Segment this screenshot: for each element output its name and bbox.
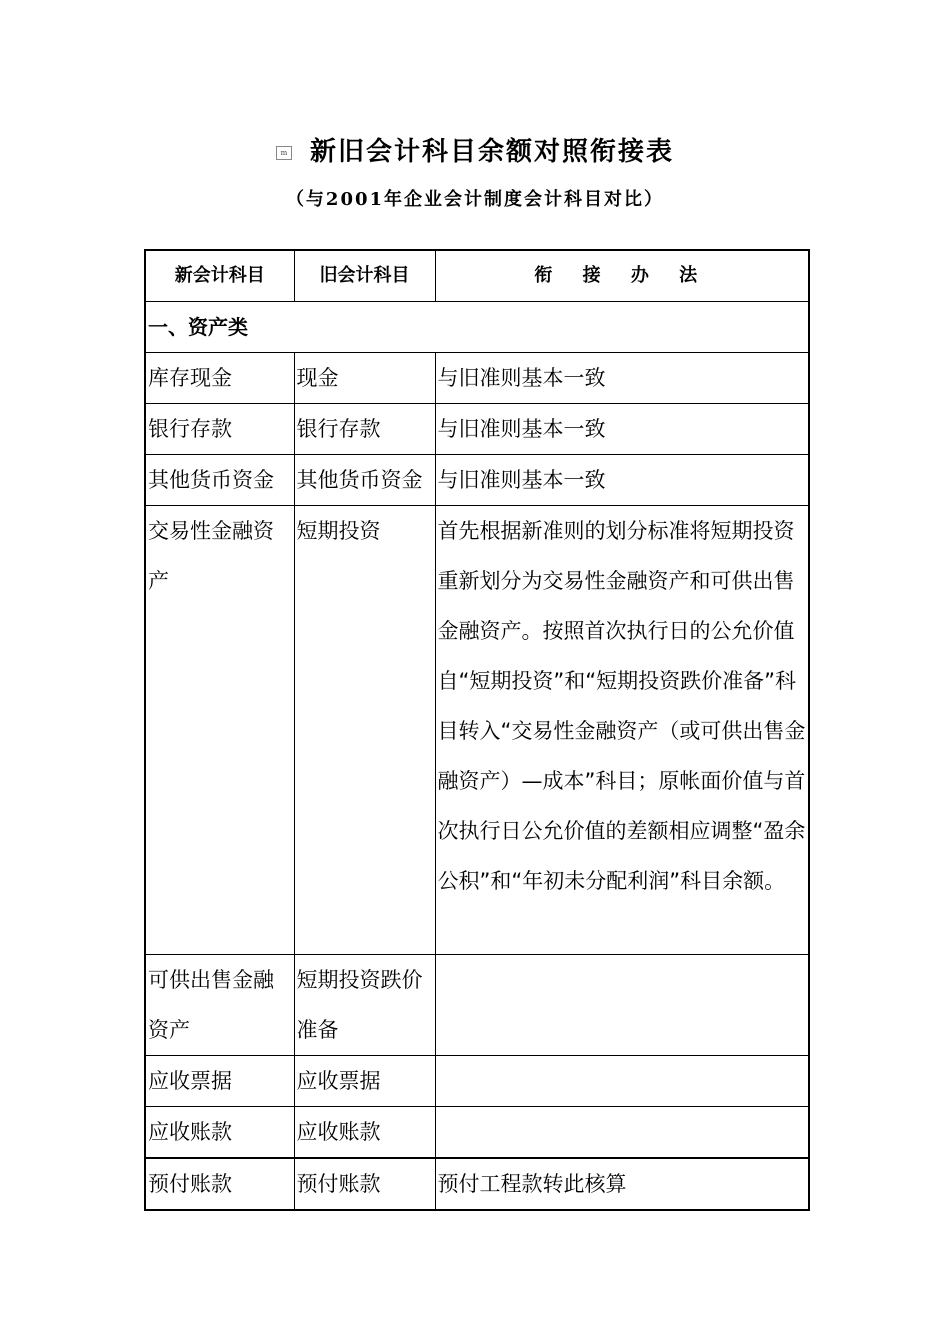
new-account-cell: 应收账款 bbox=[145, 1107, 294, 1159]
header-bridge-method: 衔 接 办 法 bbox=[435, 250, 809, 302]
new-account-cell: 预付账款 bbox=[145, 1158, 294, 1210]
method-cell: 首先根据新准则的划分标准将短期投资重新划分为交易性金融资产和可供出售金融资产。按照首次执行日的公允价值自“短期投资”和“短期投资跌价准备”科目转入“交易性金融资产（或可供出售金融资产）—成本”科目；原帐面价值与首次执行日公允价值的差额相应调整“盈余公积”和“年初未分配利润”科目余额。 bbox=[435, 506, 809, 955]
old-account-cell: 现金 bbox=[294, 353, 435, 404]
document-icon: m bbox=[276, 146, 292, 160]
table-header-row bbox=[145, 250, 809, 302]
old-account-cell: 应收账款 bbox=[294, 1107, 435, 1159]
method-cell bbox=[435, 1056, 809, 1107]
old-account-cell: 短期投资跌价准备 bbox=[294, 955, 435, 1056]
method-cell: 与旧准则基本一致 bbox=[435, 455, 809, 506]
new-account-cell: 银行存款 bbox=[145, 404, 294, 455]
section-label: 一、资产类 bbox=[145, 302, 809, 353]
table-row bbox=[145, 1056, 809, 1107]
method-cell bbox=[435, 1107, 809, 1159]
old-account-cell: 短期投资 bbox=[294, 506, 435, 955]
table-row bbox=[145, 404, 809, 455]
old-account-cell: 其他货币资金 bbox=[294, 455, 435, 506]
header-old-account: 旧会计科目 bbox=[294, 250, 435, 302]
page-title: 新旧会计科目余额对照衔接表 bbox=[309, 137, 674, 167]
table-row bbox=[145, 955, 809, 1056]
account-mapping-table bbox=[144, 249, 810, 1211]
new-account-cell: 可供出售金融资产 bbox=[145, 955, 294, 1056]
old-account-cell: 应收票据 bbox=[294, 1056, 435, 1107]
table-row bbox=[145, 353, 809, 404]
section-row bbox=[145, 302, 809, 353]
method-cell: 与旧准则基本一致 bbox=[435, 353, 809, 404]
header-new-account: 新会计科目 bbox=[145, 250, 294, 302]
method-cell bbox=[435, 955, 809, 1056]
old-account-cell: 预付账款 bbox=[294, 1158, 435, 1210]
page-title-row bbox=[0, 134, 950, 170]
table-row bbox=[145, 1158, 809, 1210]
new-account-cell: 其他货币资金 bbox=[145, 455, 294, 506]
old-account-cell: 银行存款 bbox=[294, 404, 435, 455]
table-row bbox=[145, 1107, 809, 1159]
new-account-cell: 应收票据 bbox=[145, 1056, 294, 1107]
new-account-cell: 交易性金融资产 bbox=[145, 506, 294, 955]
method-cell: 预付工程款转此核算 bbox=[435, 1158, 809, 1210]
page-subtitle: （与2001年企业会计制度会计科目对比） bbox=[285, 189, 665, 210]
new-account-cell: 库存现金 bbox=[145, 353, 294, 404]
table-row bbox=[145, 506, 809, 955]
table-row bbox=[145, 455, 809, 506]
method-cell: 与旧准则基本一致 bbox=[435, 404, 809, 455]
